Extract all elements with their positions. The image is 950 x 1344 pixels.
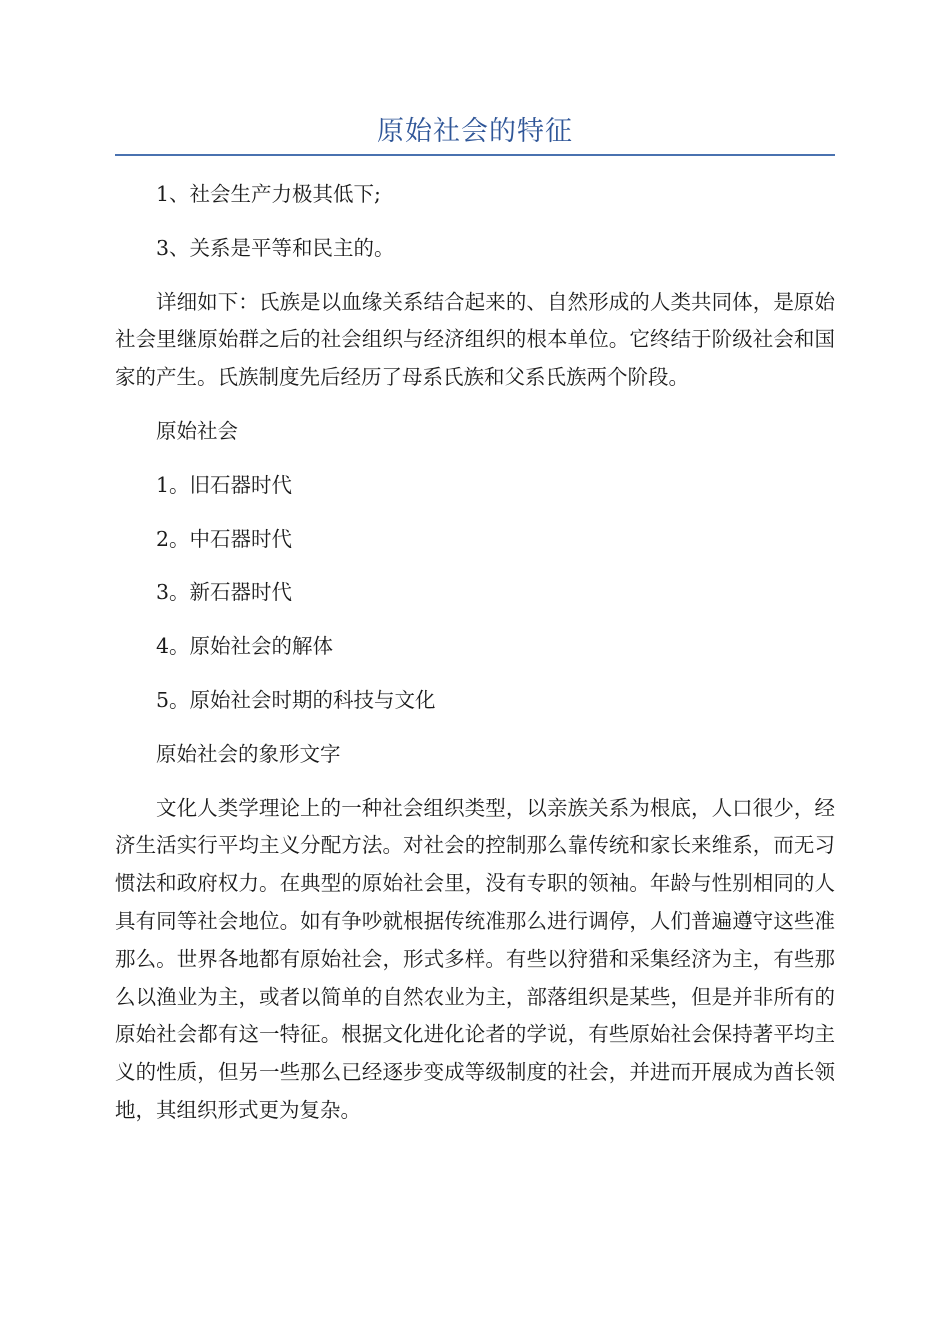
paragraph-details: 详细如下：氏族是以血缘关系结合起来的、自然形成的人类共同体，是原始社会里继原始群之后的社会组织与经济组织的根本单位。它终结于阶级社会和国家的产生。氏族制度先后经历了母系氏族和父系氏族两个阶段。: [115, 289, 835, 390]
paragraph-pictographs-heading: 原始社会的象形文字: [156, 741, 341, 766]
paragraph-section-heading: 原始社会: [156, 418, 238, 443]
list-item-dissolution: 4。原始社会的解体: [156, 634, 334, 659]
paragraph-point-1: 1、社会生产力极其低下;: [156, 182, 381, 206]
list-item-neolithic: 3。新石器时代: [156, 580, 293, 605]
paragraph-point-3: 3、关系是平等和民主的。: [156, 235, 395, 260]
title-underline: [115, 154, 835, 156]
paragraph-anthropology: 文化人类学理论上的一种社会组织类型，以亲族关系为根底，人口很少，经济生活实行平均主义分配方法。对社会的控制那么靠传统和家长来维系，而无习惯法和政府权力。在典型的原始社会里，没有专职的领袖。年龄与性别相同的人具有同等社会地位。如有争吵就根据传统准那么进行调停，人们普遍遵守这些准那么。世界各地都有原始社会，形式多样。有些以狩猎和采集经济为主，有些那么以渔业为主，或者以简单的自然农业为主，部落组织是某些，但是并非所有的原始社会都有这一特征。根据文化进化论者的学说，有些原始社会保持著平均主义的性质，但另一些那么已经逐步变成等级制度的社会，并进而开展成为酋长领地，其组织形式更为复杂。: [115, 795, 835, 1122]
document-title: 原始社会的特征: [377, 116, 573, 147]
list-item-paleolithic: 1。旧石器时代: [156, 472, 293, 497]
document-body: [115, 176, 835, 1146]
list-item-mesolithic: 2。中石器时代: [156, 526, 293, 551]
list-item-technology-culture: 5。原始社会时期的科技与文化: [156, 687, 436, 712]
